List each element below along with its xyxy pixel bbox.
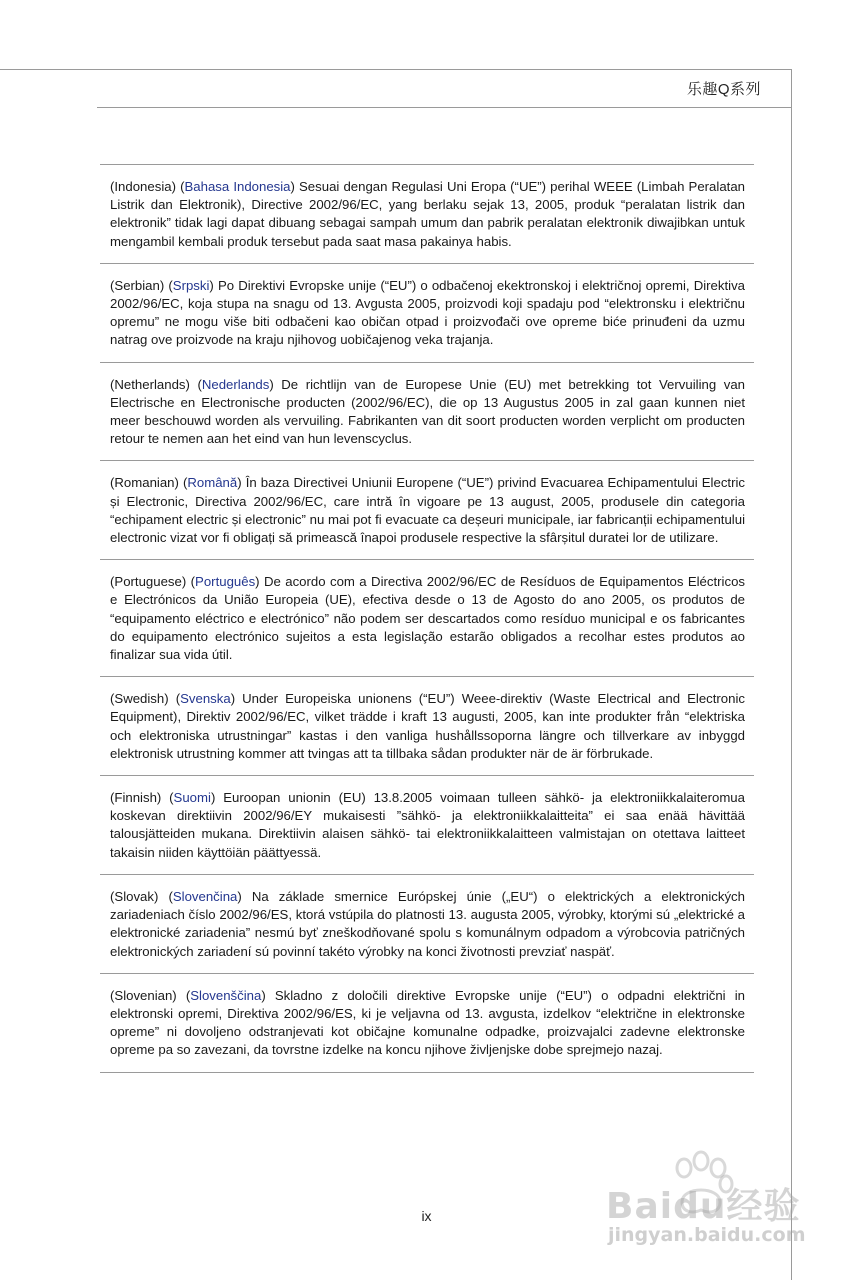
section-slovenian: [100, 974, 754, 1073]
section-swedish: [100, 677, 754, 776]
section-serbian: [100, 264, 754, 363]
section-body: ) Euroopan unionin (EU) 13.8.2005 voimaan tulleen sähkö- ja elektroniikkalaiteromua koskevan direktiivin 2002/96/EY mukaisesti ”sähkö- ja elektroniikkalaitteita” ei saa enää hävittää talousjätteiden mukana. Direktiivin alaisen sähkö- tai elektroniikkalaitteen valmistajan on otettava laitteet takaisin niiden käyttöiän päättyessä.: [110, 790, 745, 860]
section-body: ) Na základe smernice Európskej únie („EU“) o elektrických a elektronických zariadeniach číslo 2002/96/ES, ktorá vstúpila do platnosti 13. augusta 2005, výrobky, ktorými sú „elektrické a elektronické zariadenia” nesmú byť zneškodňované spolu s komunálnym odpadom a výrobcovia patričných elektronických zariadení sú povinní takéto výrobky na konci životnosti prevziať naspäť.: [110, 888, 745, 959]
baidu-watermark: [606, 1150, 846, 1255]
section-country: (Romanian) (: [110, 475, 188, 491]
section-dutch: [100, 363, 754, 462]
header-title: 乐趣Q系列: [686, 81, 761, 98]
section-country: (Swedish) (: [110, 691, 181, 707]
section-portuguese: [100, 560, 754, 677]
section-country: (Indonesia) (: [110, 179, 185, 194]
section-country: (Serbian) (: [110, 277, 173, 293]
watermark-url: jingyan.baidu.com: [608, 1224, 806, 1246]
section-finnish: [100, 776, 754, 875]
section-body: ) Sesuai dengan Regulasi Uni Eropa (“UE”) perihal WEEE (Limbah Peralatan Listrik dan Elektronik), Directive 2002/96/EC, yang berlaku sejak 13, 2005, produk “peralatan listrik dan elektronik” tidak lagi dapat dibuang sebagai sampah umum dan pabrik peralatan elektronik diwajibkan untuk mengambil kembali produk tersebut pada saat masa pakainya habis.: [110, 179, 745, 249]
section-country: (Netherlands) (: [110, 376, 202, 392]
section-language: Nederlands: [201, 376, 270, 392]
section-country: (Slovak) (: [110, 888, 173, 904]
section-language: Suomi: [173, 790, 211, 806]
section-language: Slovenčina: [172, 888, 238, 904]
page-frame-right-border: [791, 69, 792, 1280]
section-body: ) De richtlijn van de Europese Unie (EU) met betrekking tot Vervuiling van Electrische en Electronische producten (2002/96/EC), die op 13 Augustus 2005 in zal gaan kunnen niet meer beschouwd worden als vervuiling. Fabrikanten van dit soort producten worden verplicht om producten retour te nemen aan het eind van hun levenscyclus.: [110, 376, 745, 447]
section-country: (Portuguese) (: [110, 574, 196, 590]
section-body: ) În baza Directivei Uniunii Europene (“UE”) privind Evacuarea Echipamentului Electric și Electronic, Directiva 2002/96/EC, care intră în vigoare pe 13 august, 2005, produsele din categoria “echipament electric și electronic” nu mai pot fi evacuate ca deșeuri municipale, iar fabricanții echipamentului electronic vizat vor fi obligați să primească înapoi produsele respective la sfârșitul duratei lor de utilizare.: [110, 475, 745, 546]
section-language: Bahasa Indonesia: [184, 179, 291, 194]
watermark-text: Baidu经验: [606, 1186, 801, 1227]
section-body: ) Skladno z določili direktive Evropske unije (“EU”) o odpadni električni in elektronski opremi, Direktiva 2002/96/ES, ki je veljavna od 13. avgusta, izdelkov “električne in elektronske opreme” ni dovoljeno odstranjevati kot običajne komunalne odpadke, proizvajalci zadevne elektronske opreme pa so zavezani, da tovrstne izdelke na koncu njihove življenjske dobe sprejmejo nazaj.: [110, 987, 745, 1058]
section-country: (Slovenian) (: [110, 987, 191, 1003]
section-body: ) De acordo com a Directiva 2002/96/EC de Resíduos de Equipamentos Eléctricos e Electrónicos da União Europeia (UE), efectiva desde o 13 de Agosto do ano 2005, os produtos de “equipamento eléctrico e electrónico” não podem ser descartados como resíduo municipal e os fabricantes do equipamento electrónico sujeitos a esta legislação estarão obligados a recolhar estes produtos ao finalizar sua vida útil.: [110, 574, 745, 663]
weee-language-sections: [100, 164, 754, 1073]
header-divider: [97, 107, 791, 108]
section-indonesian: [100, 165, 754, 264]
section-language: Svenska: [180, 691, 231, 707]
section-language: Srpski: [172, 277, 210, 293]
section-body: ) Under Europeiska unionens (“EU”) Weee-direktiv (Waste Electrical and Electronic Equipment), Direktiv 2002/96/EC, vilket trädde i kraft 13 augusti, 2005, kan inte produkter från “elektriska och elektroniska utrustningar” kastas i den vanliga hushållssoporna längre och tillverkare av inbyggd elektronisk utrustning kommer att tvingas att ta tillbaka sådan produkter när de är förbrukade.: [110, 691, 745, 761]
section-country: (Finnish) (: [110, 790, 174, 806]
page-frame-top-border: [0, 69, 792, 70]
section-romanian: [100, 461, 754, 560]
section-language: Română: [187, 475, 238, 491]
section-language: Português: [195, 574, 256, 590]
section-language: Slovenščina: [190, 987, 262, 1003]
section-slovak: [100, 875, 754, 974]
section-body: ) Po Direktivi Evropske unije (“EU”) o odbačenoj ekektronskoj i električnoj opremi, Direktiva 2002/96/EC, koja stupa na snagu od 13. Avgusta 2005, proizvodi koji spadaju pod “elektronsku i električnu opremu” ne mogu više biti odbačeni kao običan otpad i proizvođači ove opreme biće prinuđeni da uzmu natrag ove proizvode na kraju njihovog uobičajenog veka trajanja.: [110, 277, 745, 348]
page-number: ix: [421, 1208, 432, 1224]
